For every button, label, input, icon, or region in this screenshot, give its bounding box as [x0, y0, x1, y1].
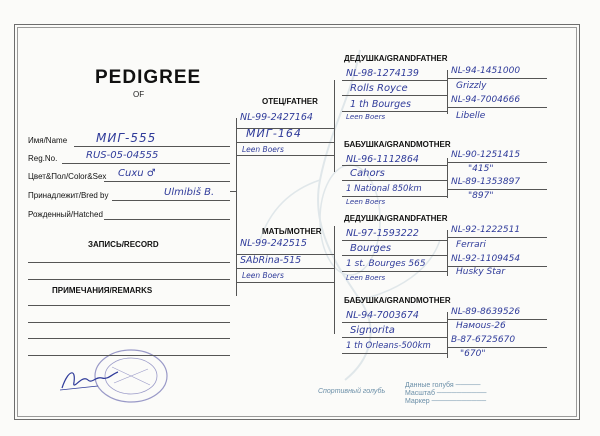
gm2-line-1 [342, 322, 447, 323]
gf1-line-3 [342, 111, 447, 112]
gf1-line-2 [342, 95, 447, 96]
gf1-breeder: Leen Boers [346, 113, 386, 121]
ggp-a-line [447, 78, 547, 79]
ggp-c-line [447, 162, 547, 163]
gm1-result: 1 National 850km [346, 184, 422, 194]
mother-line-3 [236, 282, 334, 283]
ggp-c-name: "415" [468, 164, 494, 174]
title-of: OF [133, 90, 145, 99]
gm1-ring: NL-96-1112864 [346, 154, 419, 165]
hatched-label: Рожденный/Hatched [28, 210, 103, 219]
gf2-result: 1 st. Bourges 565 [346, 259, 426, 269]
ggp-g-name: Haмous-26 [456, 321, 506, 331]
name-line [74, 146, 230, 147]
name-value: МИГ-555 [96, 131, 157, 145]
father-name: МИГ-164 [246, 127, 302, 140]
ggp-g-line [447, 319, 547, 320]
ggp-c-ring: NL-90-1251415 [451, 150, 521, 160]
color-line [104, 181, 230, 182]
mother-label: МАТЬ/MOTHER [262, 227, 322, 236]
ggp-b-name: Libelle [456, 111, 486, 121]
ggp-h-ring: B-87-6725670 [451, 335, 516, 345]
record-line-1 [28, 262, 230, 263]
father-breeder: Leen Boers [242, 145, 284, 154]
gf2-breeder: Leen Boers [346, 274, 386, 282]
owner-value: Ulmibiš B. [164, 187, 215, 198]
ggp-e-name: Ferrari [456, 240, 486, 250]
father-bracket [334, 80, 335, 172]
gf1-line-1 [342, 80, 447, 81]
father-line-3 [236, 155, 334, 156]
gm1-bracket [447, 158, 448, 198]
ggp-b-ring: NL-94-7004666 [451, 95, 521, 105]
watermark-text-right: Данные голубя ───── Масштаб ────────── Маркер ─────────── [405, 382, 487, 405]
gm1-line-3 [342, 196, 447, 197]
name-label: Имя/Name [28, 136, 68, 145]
ggp-a-ring: NL-94-1451000 [451, 66, 521, 76]
owner-label: Принадлежит/Bred by [28, 191, 109, 200]
ggp-d-ring: NL-89-1353897 [451, 177, 521, 187]
remarks-line-4 [28, 355, 230, 356]
mother-ring: NL-99-242515 [240, 238, 307, 249]
gm1-breeder: Leen Boers [346, 198, 386, 206]
record-label: ЗАПИСЬ/RECORD [88, 240, 159, 249]
owner-line [112, 200, 230, 201]
father-label: ОТЕЦ/FATHER [262, 97, 318, 106]
document-title: PEDIGREE [95, 67, 202, 88]
color-label: Цвет&Пол/Color&Sex [28, 172, 107, 181]
gf1-name: Rolls Royce [350, 83, 408, 94]
ggp-a-name: Grizzly [456, 81, 487, 91]
parents-bracket [236, 118, 237, 296]
gf2-ring: NL-97-1593222 [346, 228, 419, 239]
ggp-f-ring: NL-92-1109454 [451, 254, 521, 264]
ggp-d-line [447, 189, 547, 190]
gf1-ring: NL-98-1274139 [346, 68, 419, 79]
grandfather2-label: ДЕДУШКА/GRANDFATHER [344, 214, 448, 223]
gf2-line-2 [342, 255, 447, 256]
gm2-line-2 [342, 337, 447, 338]
watermark-text-left: Спортивный голубь [318, 388, 386, 395]
gm2-result: 1 th Orleans-500km [346, 341, 431, 351]
gm1-line-1 [342, 165, 447, 166]
ggp-f-name: Husky Star [456, 267, 506, 277]
color-value: Cuxu ♂ [118, 168, 156, 179]
remarks-line-1 [28, 305, 230, 306]
gf1-result: 1 th Bourges [350, 99, 411, 110]
ggp-h-name: "670" [460, 349, 486, 359]
mother-name: SAbRina-515 [240, 255, 302, 266]
gm2-line-3 [342, 353, 447, 354]
ggp-b-line [447, 107, 547, 108]
grandmother2-label: БАБУШКА/GRANDMOTHER [344, 296, 451, 305]
ggp-h-line [447, 347, 547, 348]
ggp-d-name: "897" [468, 191, 494, 201]
reg-label: Reg.No. [28, 154, 58, 163]
ggp-e-line [447, 237, 547, 238]
gf2-line-3 [342, 271, 447, 272]
reg-line [62, 163, 230, 164]
gm1-name: Cahors [350, 168, 385, 179]
gf2-line-1 [342, 240, 447, 241]
mother-breeder: Leen Boers [242, 271, 284, 280]
reg-value: RUS-05-04555 [86, 150, 159, 161]
gm2-ring: NL-94-7003674 [346, 310, 419, 321]
gf2-name: Bourges [350, 243, 392, 254]
mother-line-2 [236, 268, 334, 269]
record-line-2 [28, 279, 230, 280]
hatched-line [104, 219, 230, 220]
remarks-label: ПРИМЕЧАНИЯ/REMARKS [52, 286, 153, 295]
signature-mark [58, 364, 122, 394]
grandfather1-label: ДЕДУШКА/GRANDFATHER [344, 54, 448, 63]
remarks-line-2 [28, 322, 230, 323]
mother-bracket [334, 226, 335, 334]
grandmother1-label: БАБУШКА/GRANDMOTHER [344, 140, 451, 149]
father-ring: NL-99-2427164 [240, 112, 313, 123]
gm2-name: Signorita [350, 325, 395, 336]
ggp-e-ring: NL-92-1222511 [451, 225, 521, 235]
gm1-line-2 [342, 180, 447, 181]
ggp-g-ring: NL-89-8639526 [451, 307, 521, 317]
remarks-line-3 [28, 338, 230, 339]
father-line-2 [236, 142, 334, 143]
